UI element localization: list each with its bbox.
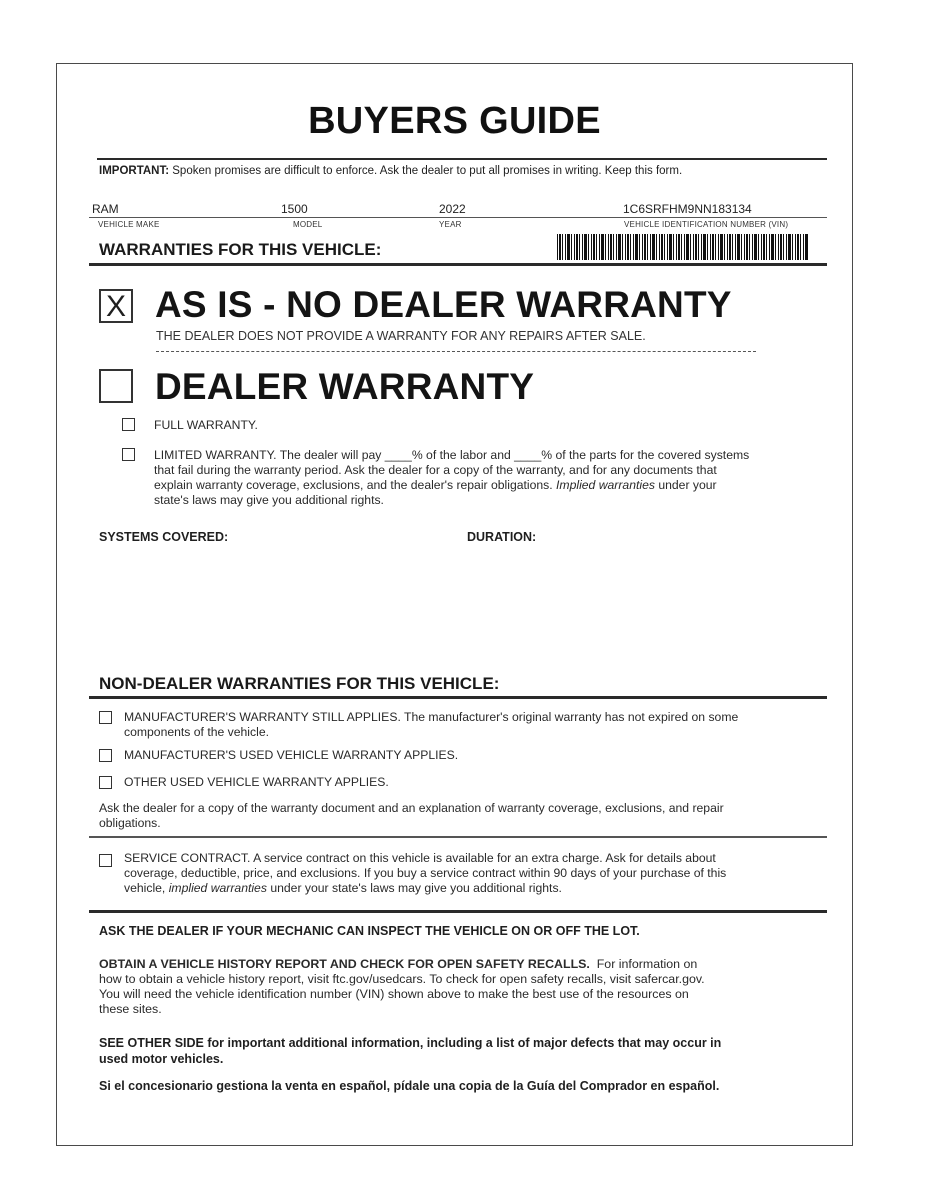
as-is-checkbox[interactable] xyxy=(99,289,133,323)
history-line: You will need the vehicle identification number (VIN) shown above to make the best use of the resources on xyxy=(99,987,689,1001)
full-warranty-checkbox[interactable] xyxy=(122,418,135,431)
vehicle-make: RAM xyxy=(92,202,119,216)
limited-warranty-text xyxy=(154,448,749,508)
divider xyxy=(89,836,827,838)
limited-line: LIMITED WARRANTY. The dealer will pay ____% of the labor and ____% of the parts for the covered systems xyxy=(154,448,750,462)
history-report-notice xyxy=(99,957,705,1017)
implied-warranties-italic: Implied warranties xyxy=(556,478,655,492)
important-label: IMPORTANT: xyxy=(99,165,170,177)
service-contract-checkbox[interactable] xyxy=(99,854,112,867)
as-is-subtitle: THE DEALER DOES NOT PROVIDE A WARRANTY FOR ANY REPAIRS AFTER SALE. xyxy=(156,329,646,343)
vehicle-year-label: YEAR xyxy=(439,220,462,229)
other-used-warranty-checkbox[interactable] xyxy=(99,776,112,789)
service-line xyxy=(124,881,726,896)
duration-label: DURATION: xyxy=(467,530,537,544)
manufacturer-warranty-text xyxy=(124,710,738,740)
systems-covered-label: SYSTEMS COVERED: xyxy=(99,530,229,544)
vin-barcode xyxy=(557,234,809,260)
history-line: these sites. xyxy=(99,1002,162,1016)
limited-line xyxy=(154,478,749,493)
dashed-divider xyxy=(156,351,756,352)
manufacturer-used-warranty-checkbox[interactable] xyxy=(99,749,112,762)
see-other-side-line: SEE OTHER SIDE for important additional information, including a list of major defects that may occur in xyxy=(99,1036,722,1050)
history-line: how to obtain a vehicle history report, visit ftc.gov/usedcars. To check for open safety recalls, visit safercar.gov. xyxy=(99,972,705,986)
vehicle-vin: 1C6SRFHM9NN183134 xyxy=(623,202,752,216)
page-title: BUYERS GUIDE xyxy=(308,100,601,142)
service-contract-text xyxy=(124,851,726,896)
warranty-document-note xyxy=(99,801,724,831)
important-text: Spoken promises are difficult to enforce. Ask the dealer to put all promises in writing. Keep this form. xyxy=(172,165,683,177)
non-dealer-heading: NON-DEALER WARRANTIES FOR THIS VEHICLE: xyxy=(99,674,500,693)
service-line-part: vehicle, xyxy=(124,881,166,895)
vehicle-line xyxy=(89,217,827,218)
divider xyxy=(89,263,827,266)
implied-warranties-italic: implied warranties xyxy=(168,881,267,895)
divider xyxy=(89,696,827,699)
service-line-part: under your state's laws may give you additional rights. xyxy=(270,881,562,895)
buyers-guide-form xyxy=(56,63,853,1146)
inspect-notice: ASK THE DEALER IF YOUR MECHANIC CAN INSPECT THE VEHICLE ON OR OFF THE LOT. xyxy=(99,924,640,938)
vehicle-year: 2022 xyxy=(439,202,466,216)
divider xyxy=(89,910,827,913)
note-line: Ask the dealer for a copy of the warranty document and an explanation of warranty coverage, exclusions, and repair xyxy=(99,801,724,815)
limited-warranty-checkbox[interactable] xyxy=(122,448,135,461)
limited-line-part: under your xyxy=(658,478,717,492)
vehicle-model: 1500 xyxy=(281,202,308,216)
other-used-warranty-label: OTHER USED VEHICLE WARRANTY APPLIES. xyxy=(124,775,389,789)
important-notice xyxy=(99,165,682,177)
full-warranty-label: FULL WARRANTY. xyxy=(154,418,258,432)
divider xyxy=(97,158,827,160)
manufacturer-warranty-checkbox[interactable] xyxy=(99,711,112,724)
item-line: components of the vehicle. xyxy=(124,725,269,739)
limited-line: that fail during the warranty period. Ask the dealer for a copy of the warranty, and for any documents that xyxy=(154,463,717,477)
see-other-side-line: used motor vehicles. xyxy=(99,1052,224,1066)
history-line-part: For information on xyxy=(596,957,698,971)
history-line xyxy=(99,957,705,972)
limited-line: state's laws may give you additional rights. xyxy=(154,493,384,507)
history-bold: OBTAIN A VEHICLE HISTORY REPORT AND CHECK FOR OPEN SAFETY RECALLS. xyxy=(99,957,590,971)
dealer-warranty-title: DEALER WARRANTY xyxy=(155,366,535,407)
warranties-heading: WARRANTIES FOR THIS VEHICLE: xyxy=(99,240,382,259)
vehicle-make-label: VEHICLE MAKE xyxy=(98,220,160,229)
dealer-warranty-checkbox[interactable] xyxy=(99,369,133,403)
vehicle-model-label: MODEL xyxy=(293,220,323,229)
manufacturer-used-warranty-label: MANUFACTURER'S USED VEHICLE WARRANTY APPLIES. xyxy=(124,748,459,762)
item-line: MANUFACTURER'S WARRANTY STILL APPLIES. The manufacturer's original warranty has not expired on some xyxy=(124,710,739,724)
vehicle-vin-label: VEHICLE IDENTIFICATION NUMBER (VIN) xyxy=(624,220,789,229)
checkbox-x-mark: X xyxy=(105,290,126,323)
note-line: obligations. xyxy=(99,816,161,830)
as-is-title: AS IS - NO DEALER WARRANTY xyxy=(155,284,732,325)
limited-line-part: explain warranty coverage, exclusions, and the dealer's repair obligations. xyxy=(154,478,553,492)
spanish-notice: Si el concesionario gestiona la venta en español, pídale una copia de la Guía del Comprador en español. xyxy=(99,1079,720,1093)
service-line: SERVICE CONTRACT. A service contract on this vehicle is available for an extra charge. Ask for details about xyxy=(124,851,716,865)
service-line: coverage, deductible, price, and exclusions. If you buy a service contract within 90 days of your purchase of this xyxy=(124,866,727,880)
see-other-side-notice xyxy=(99,1035,721,1067)
